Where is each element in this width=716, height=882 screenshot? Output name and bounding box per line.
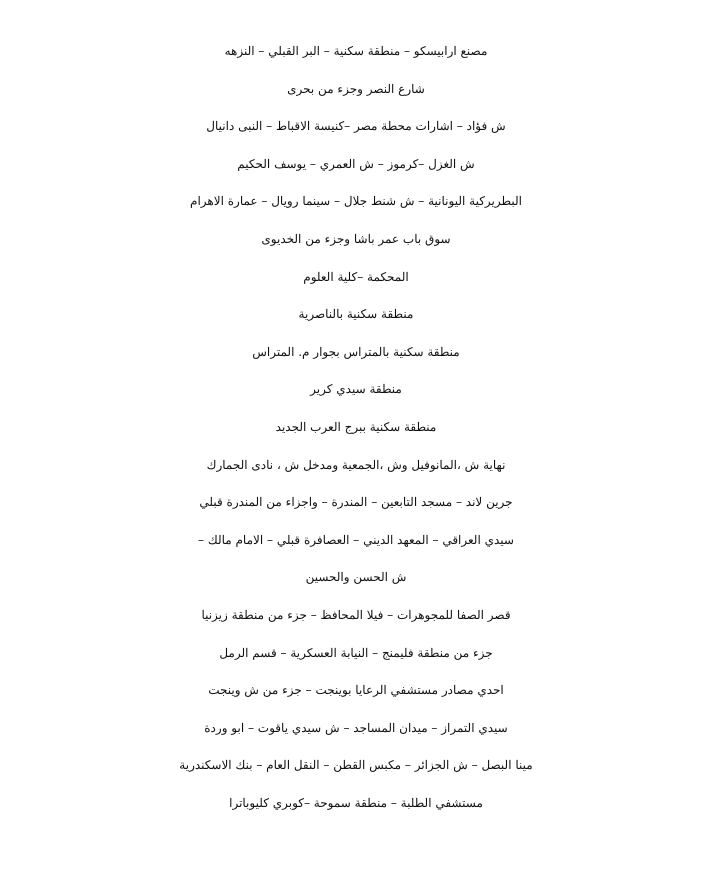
location-line-14: سيدي العراقي – المعهد الديني – العصافرة قبلي – الامام مالك – bbox=[198, 532, 514, 547]
location-line-7: المحكمة –كلية العلوم bbox=[303, 269, 409, 284]
location-line-19: سيدي التمراز – ميدان المساجد – ش سيدي ياقوت – ابو وردة bbox=[204, 720, 508, 735]
location-line-13: جرين لاند – مسجد التابعين – المندرة – واجزاء من المندرة قبلي bbox=[199, 495, 513, 510]
location-line-17: جزء من منطقة فليمنج – النيابة العسكرية – قسم الرمل bbox=[219, 645, 493, 660]
location-line-20: مينا البصل – ش الجزائر – مكبس القطن – النقل العام – بنك الاسكندرية bbox=[179, 758, 533, 773]
location-line-16: قصر الصفا للمجوهرات – فيلا المحافظ – جزء من منطقة زيزنيا bbox=[201, 607, 511, 622]
location-list bbox=[0, 41, 716, 830]
location-line-21: مستشفي الطلبة – منطقة سموحة –كوبري كليوباترا bbox=[229, 795, 483, 810]
location-line-3: ش فؤاد – اشارات محطة مصر –كنيسة الاقباط – النبى دانيال bbox=[206, 119, 506, 134]
location-line-9: منطقة سكنية بالمتراس بجوار م. المتراس bbox=[252, 344, 460, 359]
location-line-8: منطقة سكنية بالناصرية bbox=[298, 307, 414, 322]
location-line-18: احدي مصادر مستشفي الرعايا بوينجت – جزء من ش وينجت bbox=[208, 683, 504, 698]
location-line-10: منطقة سيدي كرير bbox=[310, 382, 402, 397]
location-line-15: ش الحسن والحسين bbox=[305, 570, 407, 585]
location-line-11: منطقة سكنية ببرج العرب الجديد bbox=[275, 419, 437, 434]
location-line-6: سوق باب عمر باشا وجزء من الخديوى bbox=[261, 231, 451, 246]
location-line-12: نهاية ش ،المانوفيل وش ،الجمعية ومدخل ش ، نادى الجمارك bbox=[206, 457, 506, 472]
location-line-2: شارع النصر وجزء من بحرى bbox=[287, 81, 425, 96]
location-line-1: مصنع ارابيسكو – منطقة سكنية – البر القبلي – النزهه bbox=[224, 44, 488, 58]
location-line-5: البطريركية اليونانية – ش شنط جلال – سينما رويال – عمارة الاهرام bbox=[190, 194, 522, 209]
location-line-4: ش الغزل –كرموز – ش العمري – يوسف الحكيم bbox=[237, 156, 475, 171]
